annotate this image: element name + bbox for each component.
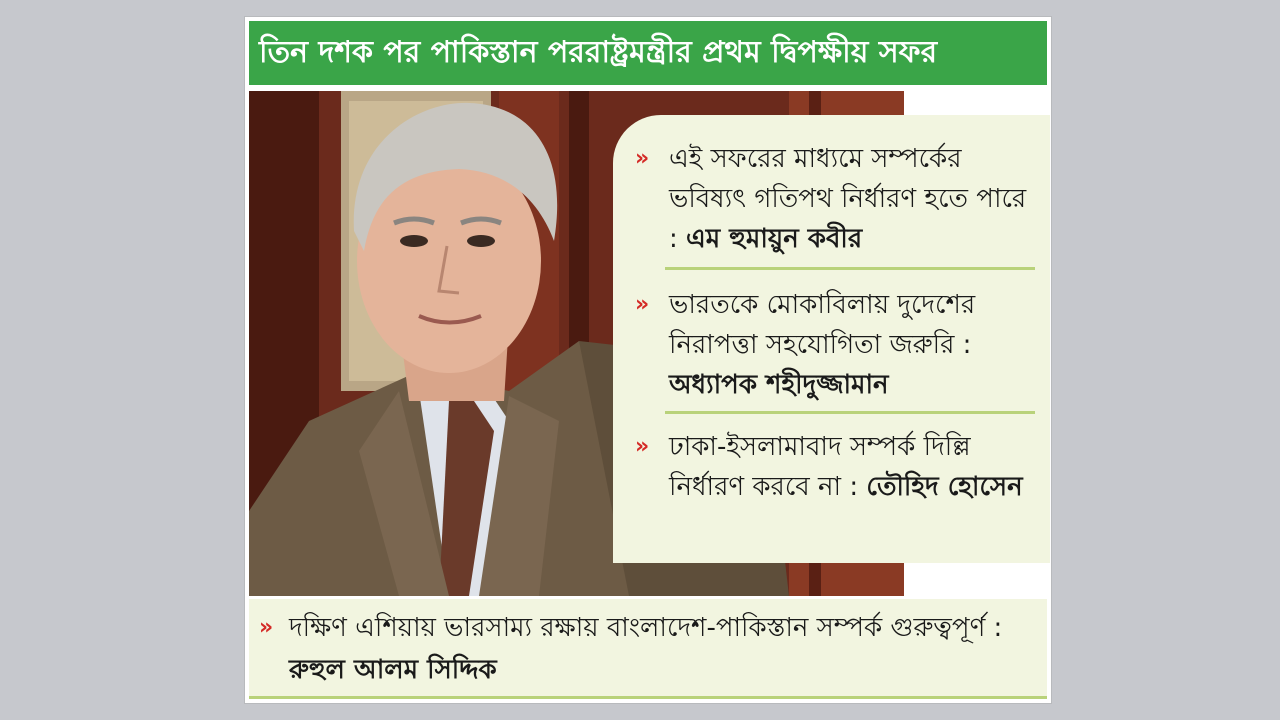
quote-author: অধ্যাপক শহীদুজ্জামান [669, 370, 889, 400]
quote-separator [665, 267, 1035, 270]
bullet-icon: » [259, 615, 274, 640]
quote-separator [665, 411, 1035, 414]
infographic-card [244, 16, 1052, 704]
quote-text: ঢাকা-ইসলামাবাদ সম্পর্ক দিল্লি নির্ধারণ করবে না : [669, 432, 971, 502]
bullet-icon: » [635, 146, 650, 171]
bullet-icon: » [635, 434, 650, 459]
bottom-quote [249, 599, 1047, 699]
quote-item [635, 427, 1035, 507]
quote-text: এই সফরের মাধ্যমে সম্পর্কের ভবিষ্যৎ গতিপথ নির্ধারণ হতে পারে : [669, 144, 1027, 254]
quote-author: রুহুল আলম সিদ্দিক [289, 655, 497, 685]
quote-author: তৌহিদ হোসেন [866, 472, 1023, 502]
quote-text: ভারতকে মোকাবিলায় দুদেশের নিরাপত্তা সহযোগিতা জরুরি : [669, 290, 976, 360]
bullet-icon: » [635, 292, 650, 317]
quote-text: দক্ষিণ এশিয়ায় ভারসাম্য রক্ষায় বাংলাদেশ-পাকিস্তান সম্পর্ক গুরুত্বপূর্ণ : [289, 613, 1003, 643]
quote-item [635, 139, 1035, 259]
quote-item [635, 285, 1035, 405]
quote-author: এম হুমায়ুন কবীর [686, 224, 863, 254]
quotes-panel [613, 115, 1050, 563]
headline-banner: তিন দশক পর পাকিস্তান পররাষ্ট্রমন্ত্রীর প্রথম দ্বিপক্ষীয় সফর [249, 21, 1047, 85]
